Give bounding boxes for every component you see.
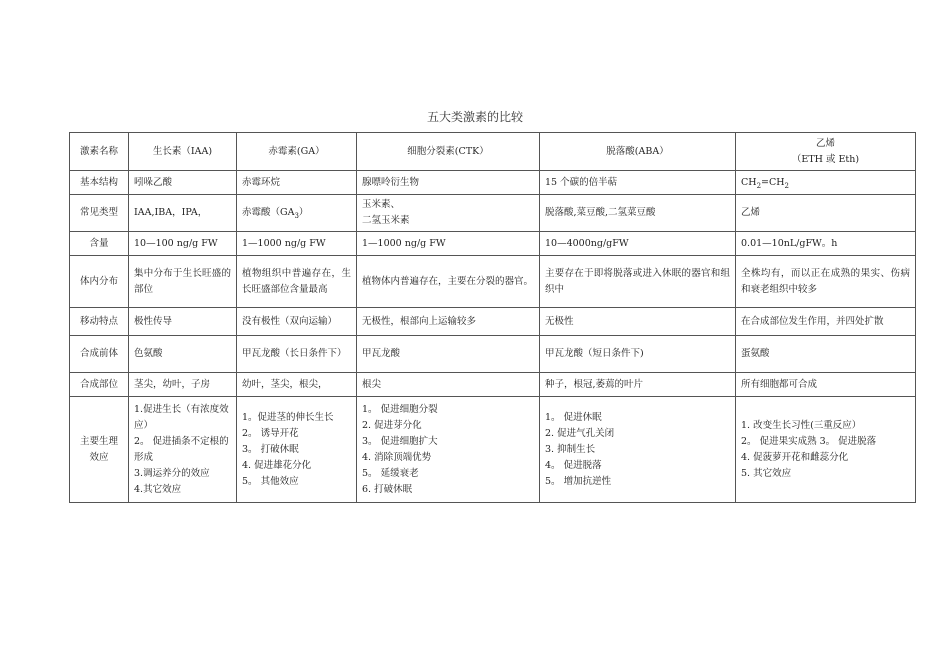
effects-label-line1: 主要生理 (79, 435, 118, 447)
list-item: 4.其它效应 (134, 483, 182, 495)
cell-eth (736, 171, 916, 195)
row-label: 合成前体 (70, 336, 129, 373)
ga-type-sub: 3 (294, 211, 299, 220)
cell-aba: 主要存在于即将脱落或进入休眠的器官和组织中 (540, 256, 736, 308)
cell-ctk: 根尖 (357, 373, 540, 397)
cell-ga (237, 195, 357, 232)
list-item: 3.调运养分的效应 (134, 467, 210, 479)
list-item: 4. 消除顶端优势 (362, 451, 432, 463)
cell-iaa: 色氨酸 (129, 336, 237, 373)
cell-ctk: 无极性，根部向上运输较多 (357, 308, 540, 336)
cell-aba (540, 397, 736, 503)
table-row-effects (70, 397, 916, 503)
cell-ctk (357, 195, 540, 232)
ga-type-b: ） (298, 207, 309, 218)
list-item: 2. 促进气孔关闭 (545, 427, 615, 439)
cell-iaa: 吲哚乙酸 (129, 171, 237, 195)
cell-aba: 10—4000ng/gFW (540, 232, 736, 256)
document-title: 五大类激素的比较 (426, 110, 523, 124)
row-label: 基本结构 (70, 171, 129, 195)
header-aba: 脱落酸(ABA） (540, 133, 736, 171)
cell-ctk: 植物体内普遍存在，主要在分裂的器官。 (357, 256, 540, 308)
table-header-row (70, 133, 916, 171)
header-eth-line1: 乙烯 (815, 137, 835, 149)
cell-ga: 甲瓦龙酸（长日条件下） (237, 336, 357, 373)
cell-eth: 在合成部位发生作用，并四处扩散 (736, 308, 916, 336)
table-row-site (70, 373, 916, 397)
cell-ctk (357, 397, 540, 503)
table-row-structure (70, 171, 916, 195)
list-item: 2. 促进芽分化 (362, 419, 422, 431)
cell-aba: 15 个碳的倍半萜 (540, 171, 736, 195)
list-item: 4. 促进雄花分化 (242, 459, 312, 471)
cell-iaa: IAA,IBA，IPA， (129, 195, 237, 232)
header-iaa: 生长素（IAA) (129, 133, 237, 171)
list-item: 5。 增加抗逆性 (545, 475, 612, 487)
cell-ctk: 1—1000 ng/g FW (357, 232, 540, 256)
cell-aba: 种子，根冠,萎蔫的叶片 (540, 373, 736, 397)
cell-iaa (129, 397, 237, 503)
table-row-content (70, 232, 916, 256)
table-row-distribution (70, 256, 916, 308)
list-item: 3。 打破休眠 (242, 443, 299, 455)
cell-iaa: 茎尖，幼叶，子房 (129, 373, 237, 397)
list-item: 4. 促菠萝开花和雌蕊分化 (741, 451, 849, 463)
list-item: 1。 促进细胞分裂 (362, 403, 438, 415)
list-item: 1.促进生长（有浓度效应） (134, 403, 229, 431)
table-row-precursor (70, 336, 916, 373)
ctk-type-line2: 二氢玉米素 (362, 215, 410, 226)
row-label: 含量 (70, 232, 129, 256)
header-eth-line2: （ETH 或 Eth) (791, 153, 860, 165)
header-eth (736, 133, 916, 171)
cell-ga: 赤霉环烷 (237, 171, 357, 195)
row-label: 常见类型 (70, 195, 129, 232)
ethylene-formula-sub2: 2 (784, 181, 790, 190)
table-row-transport (70, 308, 916, 336)
cell-eth: 全株均有，而以正在成熟的果实、伤病和衰老组织中较多 (736, 256, 916, 308)
ctk-type-line1: 玉米素、 (362, 199, 401, 210)
cell-ga: 植物组织中普遍存在，生长旺盛部位含量最高 (237, 256, 357, 308)
cell-eth: 蛋氨酸 (736, 336, 916, 373)
list-item: 2。 促进果实成熟 3。 促进脱落 (741, 435, 877, 447)
header-ga: 赤霉素(GA） (237, 133, 357, 171)
row-label: 体内分布 (70, 256, 129, 308)
table-row-types (70, 195, 916, 232)
cell-aba: 无极性 (540, 308, 736, 336)
cell-aba: 脱落酸,菜豆酸,二氢菜豆酸 (540, 195, 736, 232)
list-item: 5. 其它效应 (741, 467, 792, 479)
cell-eth (736, 397, 916, 503)
list-item: 3. 抑制生长 (545, 443, 596, 455)
effects-label-line2: 效应 (89, 451, 109, 463)
cell-eth: 乙烯 (736, 195, 916, 232)
list-item: 5。 延缓衰老 (362, 467, 419, 479)
list-item: 2。 促进插条不定根的形成 (134, 435, 229, 463)
list-item: 2。 诱导开花 (242, 427, 299, 439)
list-item: 1. 改变生长习性(三重反应） (741, 419, 862, 431)
cell-iaa: 极性传导 (129, 308, 237, 336)
ethylene-formula-b: =CH (761, 176, 785, 188)
row-label (70, 397, 129, 503)
cell-ga: 1—1000 ng/g FW (237, 232, 357, 256)
list-item: 1。促进茎的伸长生长 (242, 411, 334, 423)
header-hormone-name: 激素名称 (70, 133, 129, 171)
list-item: 5。 其他效应 (242, 475, 299, 487)
list-item: 3。 促进细胞扩大 (362, 435, 438, 447)
cell-eth: 所有细胞都可合成 (736, 373, 916, 397)
cell-ga: 幼叶，茎尖，根尖， (237, 373, 357, 397)
cell-aba: 甲瓦龙酸（短日条件下) (540, 336, 736, 373)
cell-ga: 没有极性（双向运输） (237, 308, 357, 336)
header-ctk: 细胞分裂素(CTK） (357, 133, 540, 171)
cell-eth: 0.01—10nL/gFW。h (736, 232, 916, 256)
hormone-comparison-table (69, 132, 916, 503)
cell-ctk: 腺嘌呤衍生物 (357, 171, 540, 195)
list-item: 6. 打破休眠 (362, 483, 413, 495)
cell-iaa: 集中分布于生长旺盛的部位 (129, 256, 237, 308)
ethylene-formula-a: CH (741, 176, 757, 188)
row-label: 移动特点 (70, 308, 129, 336)
list-item: 1。 促进休眠 (545, 411, 602, 423)
ethylene-formula-sub1: 2 (756, 181, 762, 190)
cell-iaa: 10—100 ng/g FW (129, 232, 237, 256)
ga-type-a: 赤霉酸（GA (242, 207, 295, 218)
cell-ctk: 甲瓦龙酸 (357, 336, 540, 373)
row-label: 合成部位 (70, 373, 129, 397)
cell-ga (237, 397, 357, 503)
list-item: 4。 促进脱落 (545, 459, 602, 471)
